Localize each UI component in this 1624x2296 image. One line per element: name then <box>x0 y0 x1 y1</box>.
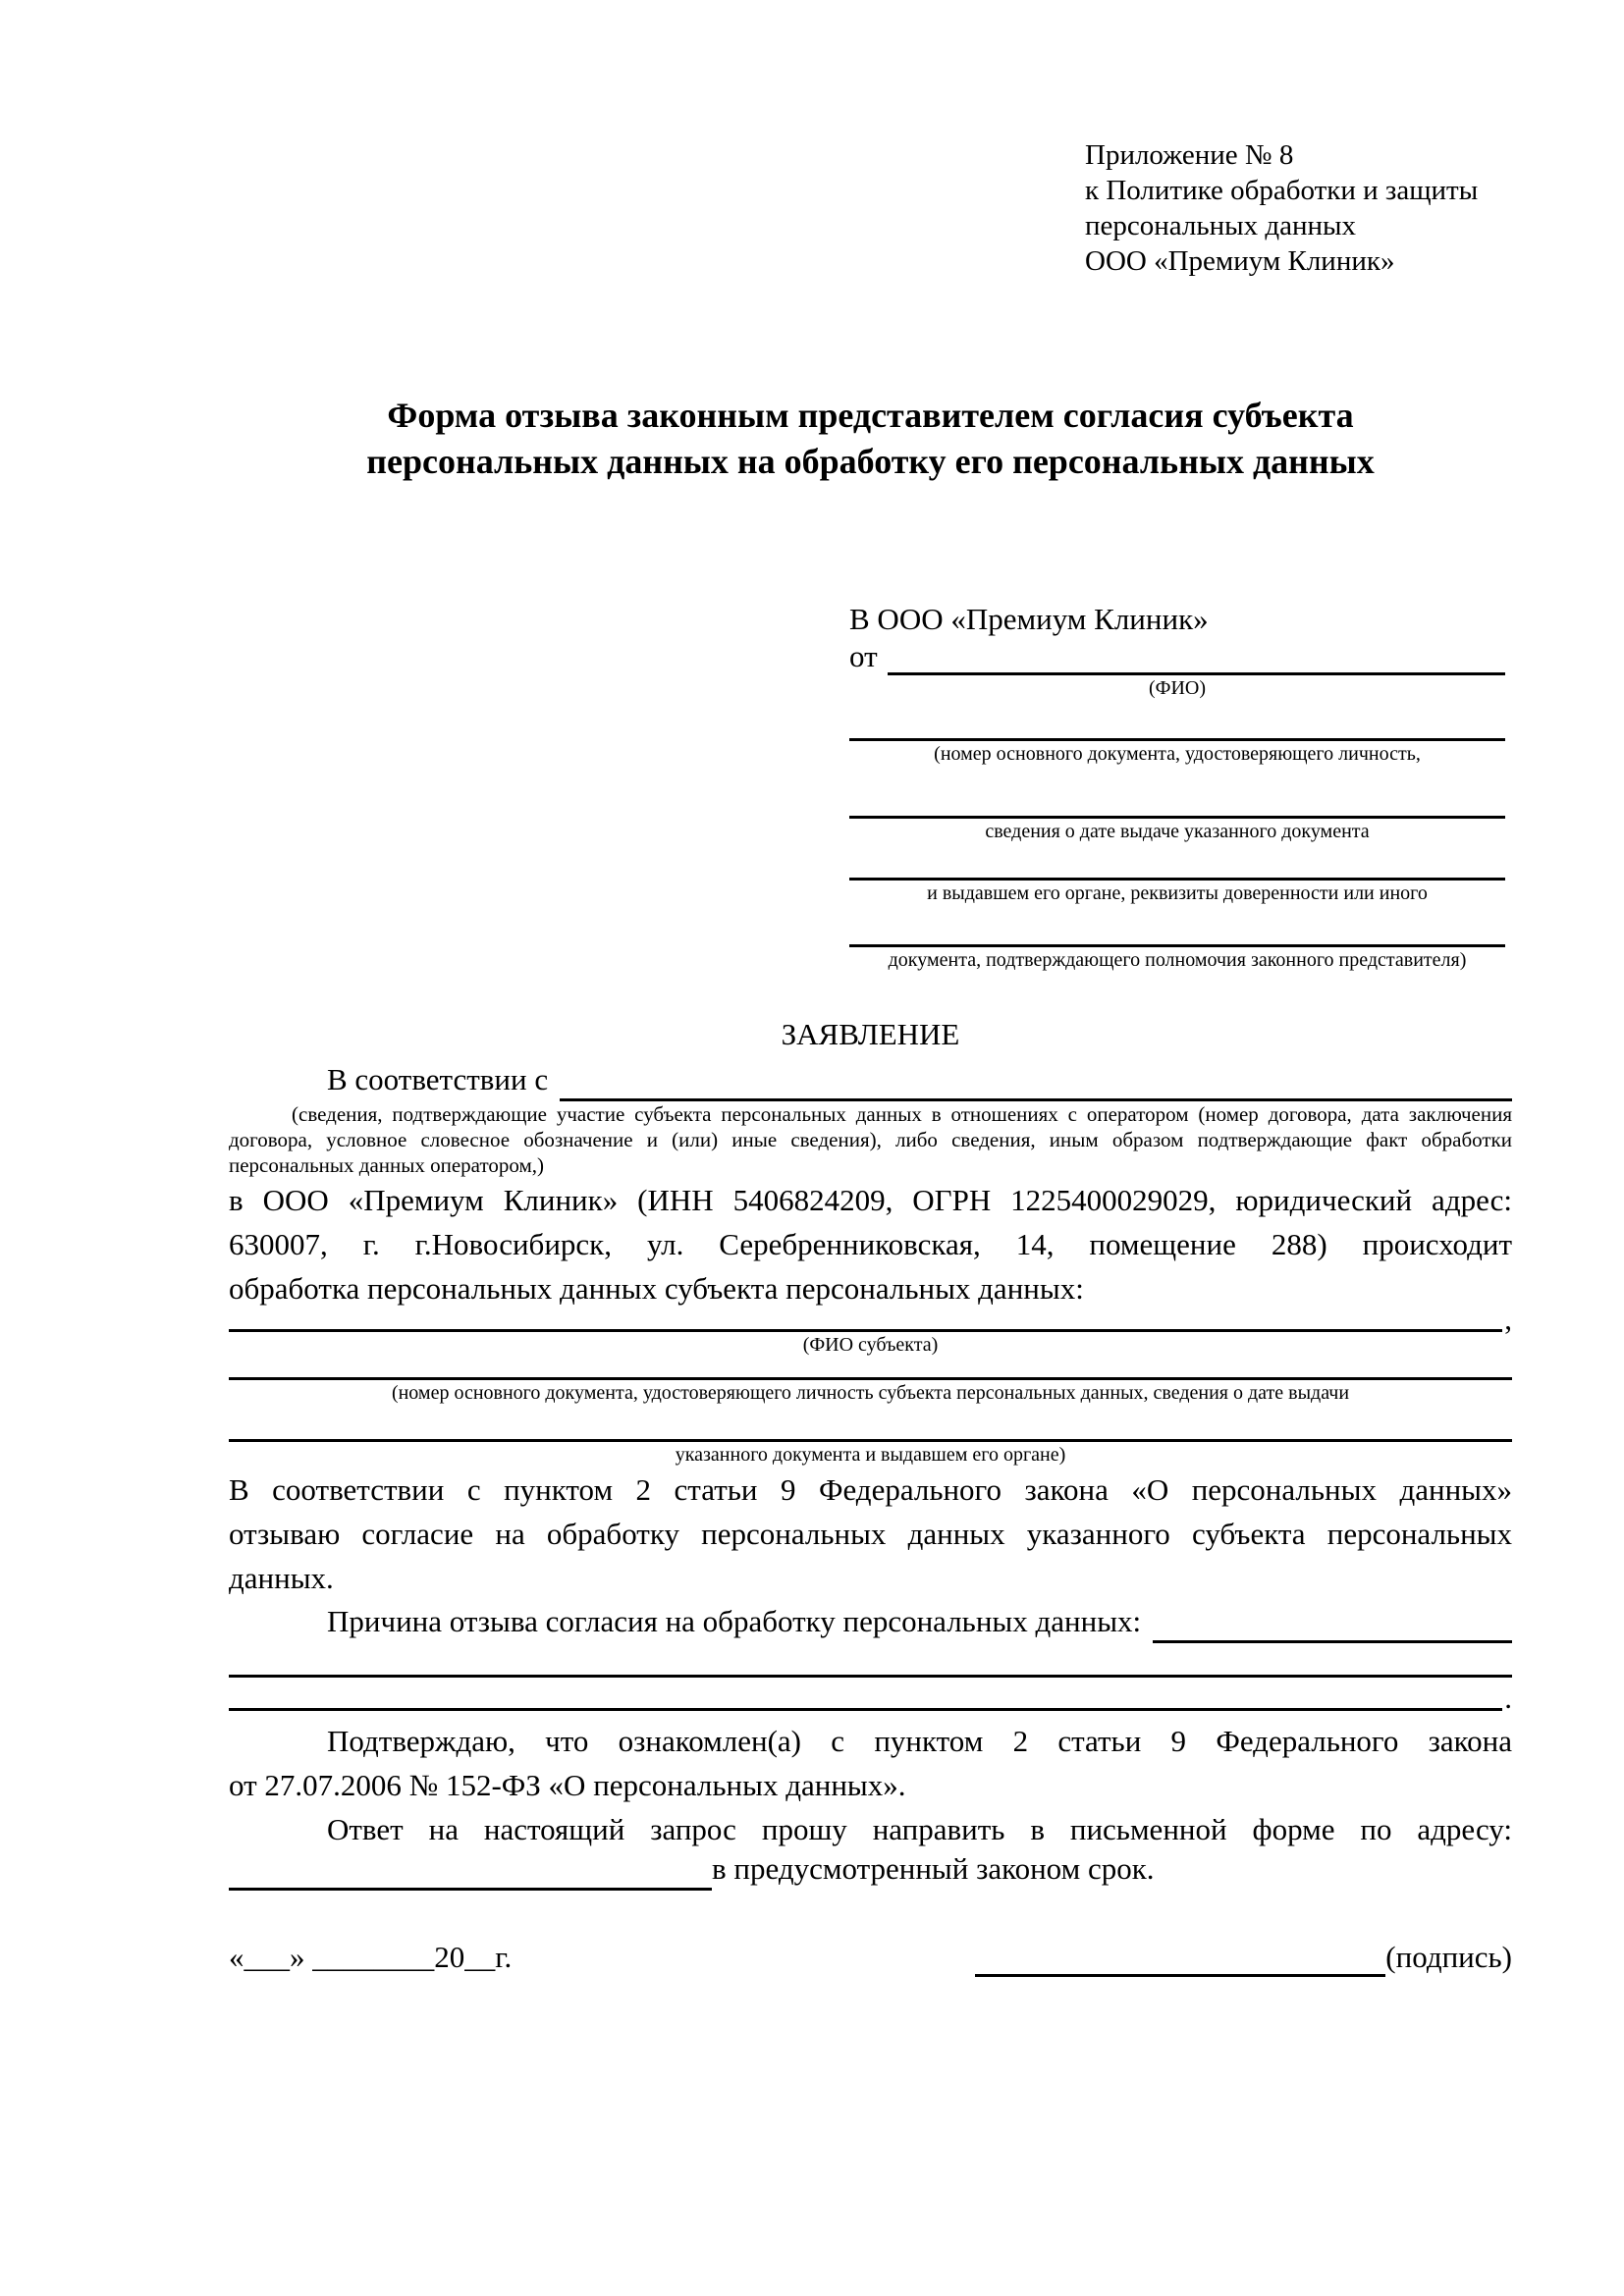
title-line: персональных данных на обработку его персональных данных <box>366 442 1375 481</box>
blank-caption: документа, подтверждающего полномочия законного представителя) <box>888 949 1467 971</box>
statement-heading: ЗАЯВЛЕНИЕ <box>781 1017 960 1051</box>
paragraph-line: от 27.07.2006 № 152-ФЗ «О персональных данных». <box>229 1768 906 1802</box>
signature-caption: (подпись) <box>1385 1940 1512 1974</box>
blank-line <box>849 786 1505 819</box>
from-label: от <box>849 639 878 673</box>
trailing-comma: , <box>1504 1302 1512 1336</box>
paragraph-line: обработка персональных данных субъекта персональных данных: <box>229 1271 1084 1306</box>
intro-blank-line <box>560 1065 1512 1101</box>
footer-row <box>229 1936 1512 1977</box>
address-blank-line <box>229 1854 712 1891</box>
blank-line <box>849 709 1505 741</box>
recipient-org: В ООО «Премиум Клиник» <box>849 602 1209 636</box>
blank-caption: сведения о дате выдаче указанного документа <box>985 821 1370 842</box>
blank-line <box>849 848 1505 881</box>
fio-subject-row <box>229 1302 1512 1336</box>
appendix-header <box>1085 137 1478 279</box>
fio-blank-line <box>888 643 1505 675</box>
operator-paragraph <box>229 1178 1512 1310</box>
fio-caption: (ФИО) <box>1148 677 1206 699</box>
reason-label: Причина отзыва согласия на обработку персональных данных: <box>327 1604 1142 1638</box>
blank-caption: и выдавшем его органе, реквизиты доверенности или иного <box>927 882 1428 904</box>
paragraph-line: в ООО «Премиум Клиник» (ИНН 5406824209, ОГРН 1225400029029, юридический адрес: <box>229 1183 1512 1217</box>
signature-line <box>975 1943 1385 1977</box>
intro-note: (сведения, подтверждающие участие субъекта персональных данных в отношениях с оператором (номер договора, дата заключения договора, условное словесное обозначение и (или) иные сведения), либо сведения, иным образом подтверждающие факт обработки персональных данных оператором,) <box>229 1102 1512 1177</box>
reply-suffix: в предусмотренный законом срок. <box>712 1851 1155 1886</box>
blank-caption: (номер основного документа, удостоверяющего личность, <box>934 743 1421 765</box>
date-line: «___» ________20__г. <box>229 1940 513 1974</box>
document-title <box>229 393 1512 485</box>
blank-line <box>229 1649 1512 1678</box>
appendix-line: персональных данных <box>1085 210 1357 241</box>
appendix-line: к Политике обработки и защиты <box>1085 175 1479 206</box>
paragraph-line: 630007, г. г.Новосибирск, ул. Серебренниковская, 14, помещение 288) происходит <box>229 1227 1512 1261</box>
paragraph-line: отзываю согласие на обработку персональных данных указанного субъекта персональных <box>229 1517 1512 1551</box>
reason-row <box>229 1600 1512 1643</box>
reply-address-row <box>229 1851 1512 1891</box>
blank-line <box>229 1358 1512 1380</box>
doc-caption: указанного документа и выдавшем его органе) <box>675 1444 1066 1466</box>
reason-blank-line <box>1153 1607 1512 1643</box>
reply-paragraph: Ответ на настоящий запрос прошу направить в письменной форме по адресу: <box>327 1812 1512 1846</box>
appendix-line: Приложение № 8 <box>1085 139 1294 171</box>
blank-line <box>229 1679 1502 1711</box>
paragraph-line: Подтверждаю, что ознакомлен(а) с пунктом 2 статьи 9 Федерального закона <box>327 1724 1512 1758</box>
fio-subject-caption: (ФИО субъекта) <box>802 1334 939 1356</box>
blank-row-with-period <box>229 1678 1512 1715</box>
recipient-block <box>849 601 1505 973</box>
paragraph-line: В соответствии с пунктом 2 статьи 9 Федерального закона «О персональных данных» <box>229 1472 1512 1507</box>
intro-prefix: В соответствии с <box>327 1062 549 1096</box>
paragraph-line: данных. <box>229 1561 334 1595</box>
statement-body <box>229 1058 1512 1891</box>
doc-caption: (номер основного документа, удостоверяющего личность субъекта персональных данных, сведения о дате выдачи <box>391 1382 1350 1404</box>
from-row <box>849 638 1505 675</box>
signature-group <box>975 1938 1512 1977</box>
blank-line <box>229 1419 1512 1442</box>
title-line: Форма отзыва законным представителем согласия субъекта <box>387 396 1354 435</box>
appendix-line: ООО «Премиум Клиник» <box>1085 245 1395 277</box>
fio-subject-blank-line <box>229 1311 1502 1332</box>
intro-row <box>229 1058 1512 1101</box>
law-paragraph <box>229 1468 1512 1600</box>
trailing-period: . <box>1504 1681 1512 1715</box>
confirm-paragraph <box>229 1719 1512 1807</box>
blank-line <box>849 915 1505 947</box>
